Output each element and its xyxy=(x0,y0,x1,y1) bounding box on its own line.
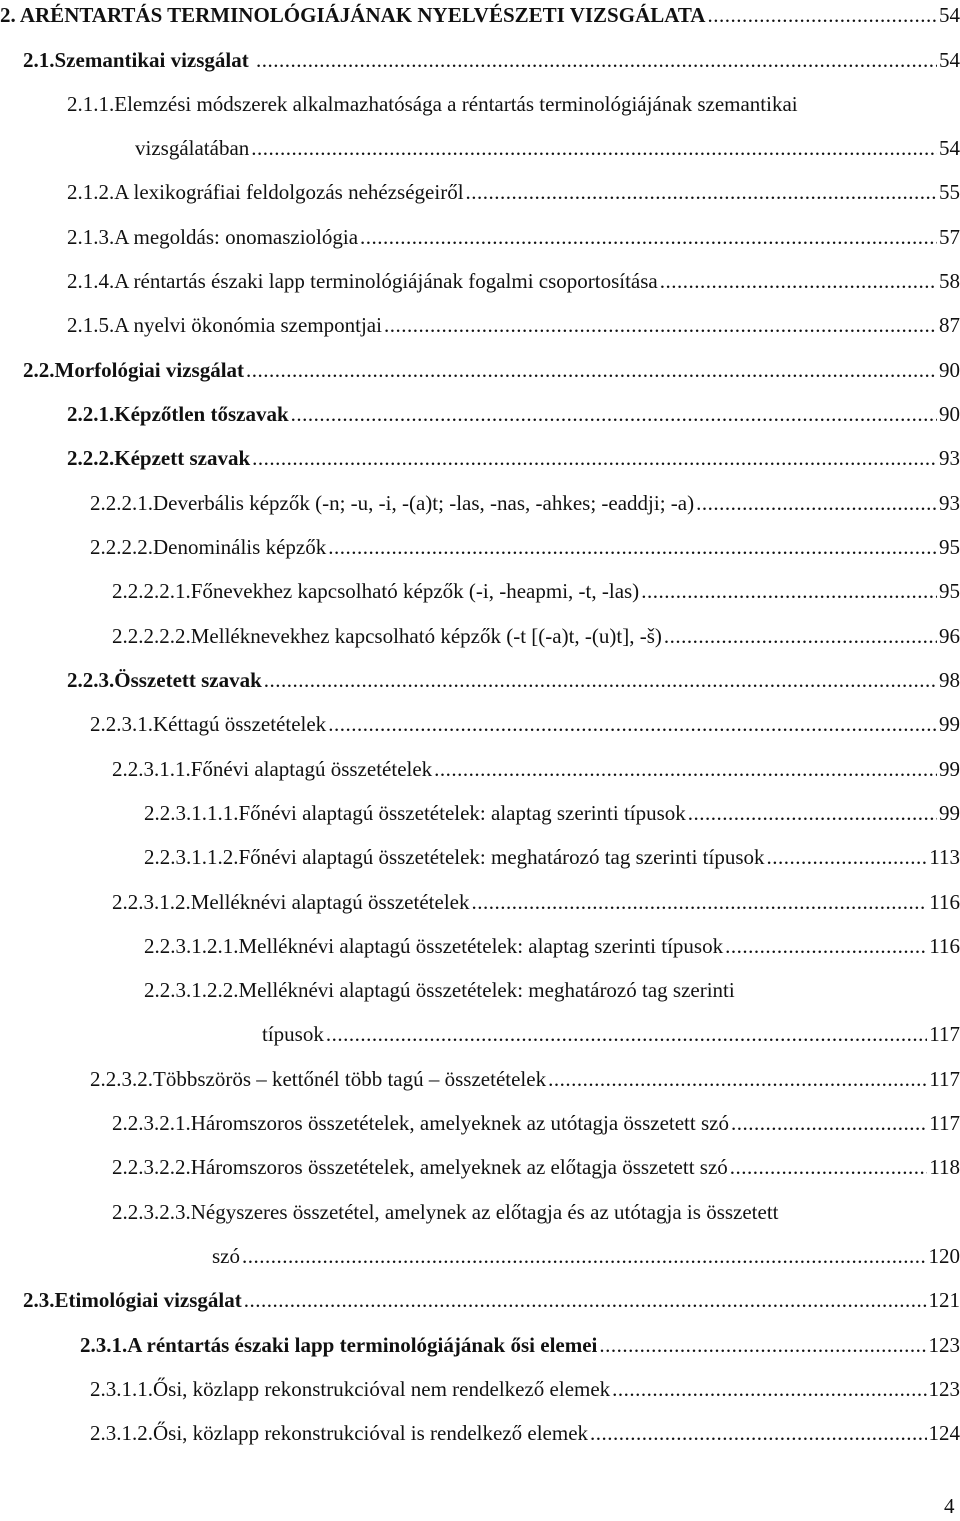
toc-entry-number: 2.2.2. xyxy=(67,446,115,470)
toc-dot-leader xyxy=(688,798,937,828)
toc-entry-page: 87 xyxy=(939,313,960,337)
toc-entry[interactable] xyxy=(67,443,960,473)
toc-entry-title: vizsgálatában xyxy=(135,136,250,160)
toc-entry-title: Háromszoros összetételek, amelyeknek az utótagja összetett szó xyxy=(190,1111,729,1135)
toc-entry-number: 2.1.4. xyxy=(67,269,115,293)
toc-entry[interactable] xyxy=(262,1019,960,1049)
toc-entry-title: szó xyxy=(212,1244,240,1268)
toc-entry[interactable] xyxy=(90,1064,960,1094)
toc-entry-title: A nyelvi ökonómia szempontjai xyxy=(114,313,382,337)
toc-entry-page: 124 xyxy=(928,1421,960,1445)
toc-entry-title: Melléknévi alaptagú összetételek xyxy=(190,890,470,914)
toc-dot-leader xyxy=(328,532,937,562)
toc-entry-title: Főnévi alaptagú összetételek: meghatározó tag szerinti típusok xyxy=(238,845,765,869)
toc-entry-number: 2.2.2.2.2. xyxy=(112,624,191,648)
toc-entry-page: 120 xyxy=(928,1244,960,1268)
toc-entry-title: A réntartás északi lapp terminológiájának ősi elemei xyxy=(127,1333,598,1357)
toc-entry-page: 54 xyxy=(939,136,960,160)
toc-entry[interactable] xyxy=(23,45,960,75)
toc-entry[interactable] xyxy=(112,887,960,917)
toc-entry-number: 2.2. xyxy=(23,358,55,382)
toc-dot-leader xyxy=(264,665,937,695)
toc-dot-leader xyxy=(730,1152,927,1182)
toc-entry-number: 2.2.3.2. xyxy=(90,1067,153,1091)
toc-entry-page: 93 xyxy=(939,446,960,470)
toc-dot-leader xyxy=(291,399,937,429)
toc-entry[interactable] xyxy=(144,842,960,872)
toc-entry-title: Etimológiai vizsgálat xyxy=(54,1288,242,1312)
toc-entry-page: 55 xyxy=(939,180,960,204)
toc-entry-page: 95 xyxy=(939,535,960,559)
toc-entry[interactable] xyxy=(90,488,960,518)
toc-entry-number: 2.2.3.2.2. xyxy=(112,1155,191,1179)
toc-entry-number: 2.2.3.1.2.1. xyxy=(144,934,239,958)
toc-entry[interactable] xyxy=(112,1108,960,1138)
toc-entry[interactable] xyxy=(0,0,960,30)
toc-dot-leader xyxy=(707,0,937,30)
toc-entry-number: 2.2.3.2.3. xyxy=(112,1200,191,1224)
toc-entry-number: 2.2.2.1. xyxy=(90,491,153,515)
toc-entry[interactable] xyxy=(80,1330,960,1360)
toc-entry-title: A lexikográfiai feldolgozás nehézségeiről xyxy=(114,180,464,204)
toc-dot-leader xyxy=(612,1374,926,1404)
toc-entry-title: RÉNTARTÁS TERMINOLÓGIÁJÁNAK NYELVÉSZETI VIZSGÁLATA xyxy=(35,3,706,27)
toc-entry[interactable] xyxy=(23,355,960,385)
toc-entry[interactable] xyxy=(144,798,960,828)
toc-entry-title: Szemantikai vizsgálat xyxy=(54,48,254,72)
toc-entry-page: 54 xyxy=(939,48,960,72)
toc-entry-title: Ősi, közlapp rekonstrukcióval is rendelkező elemek xyxy=(153,1421,589,1445)
toc-entry[interactable] xyxy=(212,1241,960,1271)
toc-entry-number: 2.3.1.1. xyxy=(90,1377,153,1401)
toc-dot-leader xyxy=(328,709,937,739)
toc-dot-leader xyxy=(252,443,937,473)
toc-dot-leader xyxy=(590,1418,926,1448)
toc-dot-leader xyxy=(767,842,928,872)
toc-dot-leader xyxy=(548,1064,927,1094)
toc-entry-title: A megoldás: onomasziológia xyxy=(114,225,359,249)
page-number: 4 xyxy=(944,1494,955,1518)
toc-entry-number: 2.3. xyxy=(23,1288,55,1312)
toc-entry-title: Főnevekhez kapcsolható képzők (-i, -heapmi, -t, -las) xyxy=(190,579,640,603)
toc-entry[interactable] xyxy=(144,931,960,961)
toc-entry[interactable] xyxy=(90,709,960,739)
toc-entry-page: 57 xyxy=(939,225,960,249)
toc-entry-page: 54 xyxy=(939,3,960,27)
toc-dot-leader xyxy=(471,887,927,917)
toc-entry-page: 123 xyxy=(928,1377,960,1401)
toc-entry-title: Összetett szavak xyxy=(114,668,262,692)
toc-entry-page: 95 xyxy=(939,579,960,603)
toc-dot-leader xyxy=(242,1241,927,1271)
toc-entry-title: Deverbális képzők (-n; -u, -i, -(a)t; -las, -nas, -ahkes; -eaddji; -a) xyxy=(153,491,695,515)
toc-entry-page: 121 xyxy=(928,1288,960,1312)
toc-entry-number: 2.2.2.2.1. xyxy=(112,579,191,603)
toc-entry[interactable] xyxy=(144,975,960,1005)
toc-entry-page: 90 xyxy=(939,358,960,382)
toc-entry-title: típusok xyxy=(262,1022,324,1046)
toc-entry[interactable] xyxy=(90,1374,960,1404)
toc-entry-number: 2.2.3.1.1.1. xyxy=(144,801,239,825)
toc-entry-page: 99 xyxy=(939,801,960,825)
toc-dot-leader xyxy=(244,1285,927,1315)
toc-entry[interactable] xyxy=(112,754,960,784)
toc-entry[interactable] xyxy=(67,399,960,429)
toc-dot-leader xyxy=(360,222,937,252)
toc-entry-title: Háromszoros összetételek, amelyeknek az előtagja összetett szó xyxy=(190,1155,728,1179)
toc-dot-leader xyxy=(664,621,937,651)
toc-entry-number: 2.2.3.1.2. xyxy=(112,890,191,914)
toc-entry[interactable] xyxy=(112,1152,960,1182)
toc-entry-number: 2. A xyxy=(0,3,36,27)
toc-dot-leader xyxy=(326,1019,927,1049)
toc-entry-page: 99 xyxy=(939,757,960,781)
toc-entry-title: Képzőtlen tőszavak xyxy=(114,402,289,426)
toc-entry-number: 2.2.3. xyxy=(67,668,115,692)
toc-dot-leader xyxy=(434,754,937,784)
toc-entry[interactable] xyxy=(67,665,960,695)
toc-entry-number: 2.1.2. xyxy=(67,180,115,204)
toc-entry-title: Főnévi alaptagú összetételek xyxy=(190,757,433,781)
toc-entry-title: A réntartás északi lapp terminológiájának fogalmi csoportosítása xyxy=(114,269,658,293)
toc-dot-leader xyxy=(599,1330,926,1360)
toc-entry-title: Melléknévi alaptagú összetételek: alaptag szerinti típusok xyxy=(238,934,724,958)
toc-entry-title: Elemzési módszerek alkalmazhatósága a réntartás terminológiájának szemantikai xyxy=(114,92,798,116)
toc-entry-title: Denominális képzők xyxy=(153,535,327,559)
toc-entry[interactable] xyxy=(67,177,960,207)
toc-entry-title: Kéttagú összetételek xyxy=(153,712,327,736)
toc-entry-title: Főnévi alaptagú összetételek: alaptag szerinti típusok xyxy=(238,801,686,825)
toc-entry-number: 2.2.1. xyxy=(67,402,115,426)
toc-entry-number: 2.1.5. xyxy=(67,313,115,337)
toc-dot-leader xyxy=(641,576,937,606)
toc-entry-page: 116 xyxy=(929,934,960,958)
toc-entry[interactable] xyxy=(67,89,960,119)
toc-dot-leader xyxy=(725,931,927,961)
toc-dot-leader xyxy=(731,1108,927,1138)
toc-entry[interactable] xyxy=(67,222,960,252)
toc-entry[interactable] xyxy=(90,1418,960,1448)
toc-entry[interactable] xyxy=(67,310,960,340)
toc-entry-page: 99 xyxy=(939,712,960,736)
toc-entry-page: 123 xyxy=(928,1333,960,1357)
toc-entry-title: Melléknévi alaptagú összetételek: meghatározó tag szerinti xyxy=(238,978,735,1002)
toc-entry-page: 117 xyxy=(929,1022,960,1046)
toc-entry-page: 113 xyxy=(929,845,960,869)
toc-entry[interactable] xyxy=(135,133,960,163)
toc-entry-number: 2.2.3.1.1.2. xyxy=(144,845,239,869)
toc-entry-page: 58 xyxy=(939,269,960,293)
toc-entry-number: 2.2.3.1.2.2. xyxy=(144,978,239,1002)
toc-entry-number: 2.3.1.2. xyxy=(90,1421,153,1445)
toc-entry-page: 117 xyxy=(929,1067,960,1091)
toc-entry-title: Morfológiai vizsgálat xyxy=(54,358,245,382)
toc-dot-leader xyxy=(256,45,937,75)
toc-entry-page: 93 xyxy=(939,491,960,515)
toc-entry-number: 2.2.3.1.1. xyxy=(112,757,191,781)
toc-entry-number: 2.1.3. xyxy=(67,225,115,249)
toc-entry[interactable] xyxy=(112,576,960,606)
toc-dot-leader xyxy=(466,177,937,207)
toc-entry[interactable] xyxy=(90,532,960,562)
toc-entry-title: Melléknevekhez kapcsolható képzők (-t [(-a)t, -(u)t], -š) xyxy=(190,624,662,648)
toc-dot-leader xyxy=(251,133,937,163)
toc-entry-title: Négyszeres összetétel, amelynek az előtagja és az utótagja is összetett xyxy=(190,1200,779,1224)
toc-dot-leader xyxy=(384,310,937,340)
toc-entry-page: 118 xyxy=(929,1155,960,1179)
toc-entry[interactable] xyxy=(112,1197,960,1227)
toc-entry[interactable] xyxy=(23,1285,960,1315)
toc-entry-number: 2.3.1. xyxy=(80,1333,128,1357)
toc-entry-number: 2.2.2.2. xyxy=(90,535,153,559)
toc-entry[interactable] xyxy=(112,621,960,651)
toc-entry-number: 2.2.3.2.1. xyxy=(112,1111,191,1135)
toc-entry-title: Képzett szavak xyxy=(114,446,251,470)
toc-entry-page: 96 xyxy=(939,624,960,648)
toc-entry-title: Ősi, közlapp rekonstrukcióval nem rendelkező elemek xyxy=(153,1377,611,1401)
toc-entry-number: 2.1. xyxy=(23,48,55,72)
toc-dot-leader xyxy=(660,266,937,296)
toc-entry-page: 98 xyxy=(939,668,960,692)
toc-dot-leader xyxy=(696,488,937,518)
toc-entry-title: Többszörös – kettőnél több tagú – összetételek xyxy=(153,1067,547,1091)
toc-entry-number: 2.2.3.1. xyxy=(90,712,153,736)
toc-dot-leader xyxy=(246,355,937,385)
toc-entry-page: 90 xyxy=(939,402,960,426)
toc-entry-number: 2.1.1. xyxy=(67,92,115,116)
toc-entry-page: 117 xyxy=(929,1111,960,1135)
toc-entry-page: 116 xyxy=(929,890,960,914)
toc-entry[interactable] xyxy=(67,266,960,296)
